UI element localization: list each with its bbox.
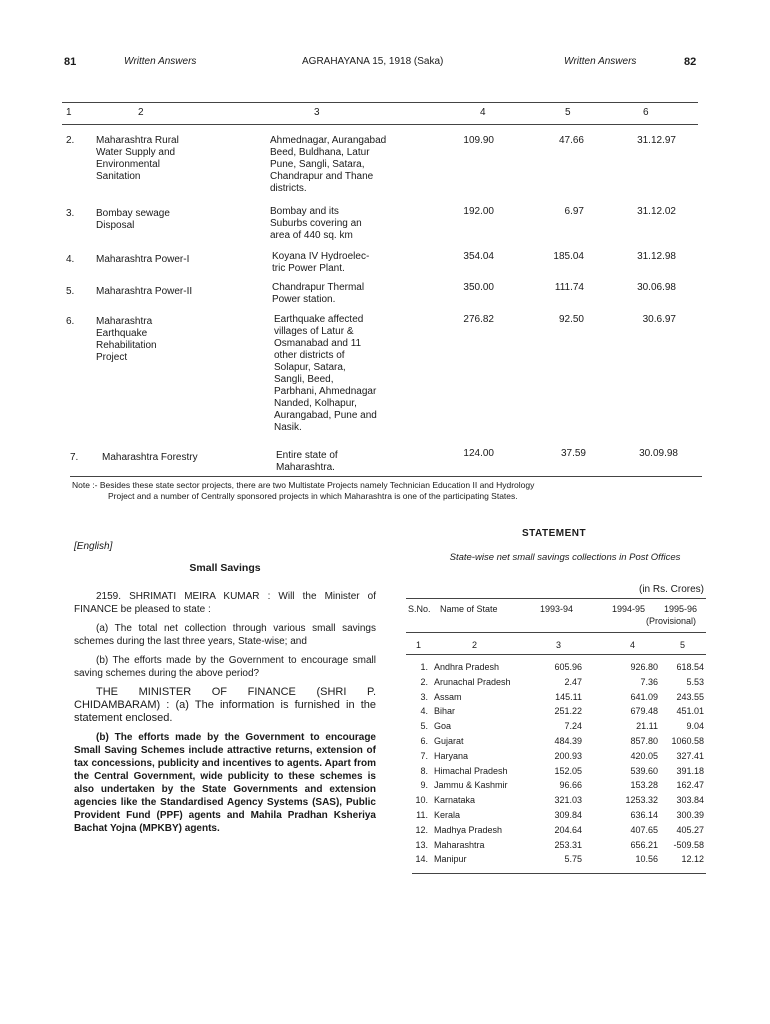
row-closing-date: 30.06.98: [637, 282, 676, 293]
area-line: Aurangabad, Pune and: [274, 410, 377, 421]
state-row-name: Bihar: [434, 706, 456, 716]
state-row-sno: 13.: [415, 840, 428, 850]
question-body: [74, 590, 376, 841]
area-line: area of 440 sq. km: [270, 230, 353, 241]
running-head-left: Written Answers: [124, 56, 197, 67]
row-closing-date: 31.12.02: [637, 206, 676, 217]
state-row-1994-95: 679.48: [630, 706, 658, 716]
project-line: Sanitation: [96, 171, 141, 182]
state-row-1993-94: 309.84: [554, 810, 582, 820]
statement-title: STATEMENT: [522, 528, 587, 539]
project-line: Earthquake: [96, 328, 148, 339]
row-sno: 4.: [66, 254, 75, 265]
running-head-date: AGRAHAYANA 15, 1918 (Saka): [302, 56, 444, 67]
state-row-sno: 3.: [420, 692, 428, 702]
state-row-1995-96: 327.41: [676, 751, 704, 761]
statement-col-1: 1: [416, 640, 422, 650]
area-line: Koyana IV Hydroelec-: [272, 251, 370, 262]
col-number-4: 4: [480, 107, 486, 118]
row-area: [272, 251, 369, 275]
state-row-1993-94: 96.66: [559, 780, 582, 790]
row-area: [276, 450, 338, 474]
state-row-1993-94: 204.64: [554, 825, 582, 835]
state-row-name: Himachal Pradesh: [434, 766, 508, 776]
state-row-1995-96: 300.39: [676, 810, 704, 820]
state-row-1993-94: 2.47: [564, 677, 582, 687]
area-line: Earthquake affected: [274, 314, 364, 325]
row-sno: 6.: [66, 316, 75, 327]
area-line: Nasik.: [274, 422, 302, 433]
state-row-1994-95: 7.36: [640, 677, 658, 687]
state-row-name: Andhra Pradesh: [434, 662, 500, 672]
row-area: [272, 282, 364, 306]
statement-header-rule: [406, 632, 706, 633]
state-row-1994-95: 857.80: [630, 736, 658, 746]
area-line: Nanded, Kolhapur,: [274, 398, 357, 409]
project-line: Project: [96, 352, 128, 363]
header-provisional: (Provisional): [646, 616, 697, 626]
state-row-1995-96: 1060.58: [671, 736, 704, 746]
col-number-3: 3: [314, 107, 320, 118]
statement-colnum-rule: [406, 654, 706, 655]
area-line: Chandrapur Thermal: [272, 282, 365, 293]
row-sno: 3.: [66, 208, 75, 219]
state-row-name: Madhya Pradesh: [434, 825, 503, 835]
header-year-3: 1995-96: [664, 604, 698, 614]
area-line: Solapur, Satara,: [274, 362, 346, 373]
row-disbursed: 47.66: [558, 135, 584, 146]
note-line: Project and a number of Centrally sponsored projects in which Maharashtra is one of the participating States.: [108, 491, 518, 501]
state-row-name: Manipur: [434, 854, 467, 864]
state-row-1995-96: 405.27: [676, 825, 704, 835]
state-row-1993-94: 5.75: [564, 854, 582, 864]
state-row-name: Haryana: [434, 751, 469, 761]
area-line: villages of Latur &: [274, 326, 354, 337]
project-line: Maharashtra Power-I: [96, 254, 190, 265]
state-row-sno: 6.: [420, 736, 428, 746]
state-row-1995-96: 618.54: [676, 662, 704, 672]
row-cost: 350.00: [463, 282, 494, 293]
state-row-sno: 14.: [415, 854, 428, 864]
state-row-1995-96: 391.18: [676, 766, 704, 776]
state-row-1993-94: 605.96: [554, 662, 582, 672]
state-row-sno: 7.: [420, 751, 428, 761]
statement-col-4: 4: [630, 640, 636, 650]
row-cost: 192.00: [463, 206, 494, 217]
row-cost: 354.04: [463, 251, 494, 262]
state-row-name: Maharashtra: [434, 840, 485, 850]
row-closing-date: 31.12.98: [637, 251, 676, 262]
state-row-sno: 10.: [415, 795, 428, 805]
state-row-sno: 4.: [420, 706, 428, 716]
row-sno: 7.: [70, 452, 79, 463]
row-area: [270, 135, 386, 195]
state-row-1994-95: 420.05: [630, 751, 658, 761]
row-sno: 2.: [66, 135, 75, 146]
col-number-5: 5: [565, 107, 571, 118]
area-line: Chandrapur and Thane: [270, 171, 374, 182]
row-disbursed: 185.04: [553, 251, 584, 262]
running-head-right: Written Answers: [564, 56, 637, 67]
row-cost: 124.00: [463, 448, 494, 459]
page-number-right: 82: [684, 56, 697, 68]
area-line: Suburbs covering an: [270, 218, 362, 229]
header-sno: S.No.: [408, 604, 431, 614]
project-line: Maharashtra Forestry: [102, 452, 198, 463]
state-row-1993-94: 253.31: [554, 840, 582, 850]
state-row-1995-96: 162.47: [676, 780, 704, 790]
row-project: [96, 135, 179, 183]
col-number-1: 1: [66, 107, 72, 118]
statement-bottom-rule: [412, 873, 706, 874]
state-row-1994-95: 641.09: [630, 692, 658, 702]
row-project: [96, 208, 170, 232]
state-row-sno: 9.: [420, 780, 428, 790]
row-closing-date: 30.6.97: [642, 314, 676, 325]
state-row-name: Jammu & Kashmir: [434, 780, 508, 790]
question-text: 2159. SHRIMATI MEIRA KUMAR : Will the Minister of FINANCE be pleased to state :: [74, 591, 376, 615]
table-note: [72, 480, 712, 502]
row-disbursed: 92.50: [558, 314, 584, 325]
state-row-1994-95: 1253.32: [625, 795, 658, 805]
table-header-rule: [62, 124, 698, 125]
state-row-name: Goa: [434, 721, 452, 731]
state-row-1995-96: 12.12: [681, 854, 704, 864]
question-title: Small Savings: [189, 562, 261, 574]
row-disbursed: 6.97: [564, 206, 584, 217]
state-row-1993-94: 484.39: [554, 736, 582, 746]
area-line: other districts of: [274, 350, 345, 361]
project-line: Disposal: [96, 220, 135, 231]
row-area: [274, 314, 377, 434]
state-row-1995-96: 303.84: [676, 795, 704, 805]
header-state: Name of State: [440, 604, 498, 614]
col-number-6: 6: [643, 107, 649, 118]
table-bottom-rule: [70, 476, 702, 477]
header-year-2: 1994-95: [612, 604, 646, 614]
project-line: Environmental: [96, 159, 160, 170]
state-row-1994-95: 926.80: [630, 662, 658, 672]
row-closing-date: 31.12.97: [637, 135, 676, 146]
state-row-1993-94: 7.24: [564, 721, 582, 731]
state-row-name: Assam: [434, 692, 462, 702]
row-project: [96, 286, 192, 298]
row-disbursed: 37.59: [560, 448, 586, 459]
page-number-left: 81: [64, 56, 77, 68]
state-row-name: Karnataka: [434, 795, 476, 805]
statement-col-5: 5: [680, 640, 686, 650]
state-row-1995-96: 243.55: [676, 692, 704, 702]
state-row-1994-95: 539.60: [630, 766, 658, 776]
state-row-1994-95: 21.11: [636, 721, 658, 731]
area-line: Pune, Sangli, Satara,: [270, 159, 365, 170]
area-line: Entire state of: [276, 450, 338, 461]
language-tag: [English]: [74, 541, 113, 552]
state-row-name: Gujarat: [434, 736, 464, 746]
state-row-name: Kerala: [434, 810, 461, 820]
state-row-sno: 8.: [420, 766, 428, 776]
area-line: Maharashtra.: [276, 462, 335, 473]
area-line: Osmanabad and 11: [274, 338, 362, 349]
state-row-1994-95: 407.65: [630, 825, 658, 835]
state-row-sno: 11.: [416, 810, 428, 820]
state-row-1994-95: 656.21: [630, 840, 658, 850]
col-number-2: 2: [138, 107, 144, 118]
state-row-1995-96: 5.53: [686, 677, 704, 687]
area-line: Parbhani, Ahmednagar: [274, 386, 377, 397]
row-sno: 5.: [66, 286, 75, 297]
statement-top-rule: [406, 598, 706, 599]
row-closing-date: 30.09.98: [639, 448, 678, 459]
state-row-name: Arunachal Pradesh: [434, 677, 511, 687]
state-row-1995-96: 9.04: [686, 721, 704, 731]
state-row-1993-94: 200.93: [554, 751, 582, 761]
table-top-rule: [62, 102, 698, 103]
state-row-1993-94: 145.11: [555, 692, 582, 702]
state-row-sno: 1.: [420, 662, 428, 672]
state-row-sno: 2.: [420, 677, 428, 687]
state-row-1994-95: 10.56: [635, 854, 658, 864]
state-row-1995-96: 451.01: [676, 706, 704, 716]
project-line: Maharashtra: [96, 316, 153, 327]
row-project: [102, 452, 198, 464]
project-line: Rehabilitation: [96, 340, 157, 351]
state-row-sno: 12.: [415, 825, 428, 835]
statement-unit: (in Rs. Crores): [638, 584, 704, 595]
project-line: Maharashtra Rural: [96, 135, 179, 146]
project-line: Water Supply and: [96, 147, 176, 158]
area-line: Bombay and its: [270, 206, 339, 217]
state-row-1993-94: 152.05: [554, 766, 582, 776]
area-line: Sangli, Beed,: [274, 374, 334, 385]
note-line: Note :- Besides these state sector projects, there are two Multistate Projects namely Technician Education II and Hydrology: [72, 480, 535, 490]
state-row-1993-94: 321.03: [554, 795, 582, 805]
header-year-1: 1993-94: [540, 604, 574, 614]
state-row-sno: 5.: [420, 721, 428, 731]
project-line: Maharashtra Power-II: [96, 286, 193, 297]
row-disbursed: 111.74: [554, 282, 584, 293]
row-cost: 109.90: [463, 135, 494, 146]
state-row-1993-94: 251.22: [554, 706, 582, 716]
area-line: tric Power Plant.: [272, 263, 345, 274]
area-line: Ahmednagar, Aurangabad: [270, 135, 387, 146]
row-project: [96, 316, 157, 364]
row-cost: 276.82: [463, 314, 494, 325]
state-row-1994-95: 636.14: [630, 810, 658, 820]
answer-intro: THE MINISTER OF FINANCE (SHRI P. CHIDAMBARAM) : (a) The information is furnished in the statement enclosed.: [74, 686, 376, 724]
question-part-b: (b) The efforts made by the Government to encourage small saving schemes during the above period?: [74, 655, 376, 679]
row-project: [96, 254, 189, 266]
state-row-1994-95: 153.28: [630, 780, 658, 790]
area-line: districts.: [270, 183, 307, 194]
statement-col-3: 3: [556, 640, 562, 650]
statement-subtitle: State-wise net small savings collections in Post Offices: [449, 552, 681, 563]
area-line: Beed, Buldhana, Latur: [270, 147, 370, 158]
project-line: Bombay sewage: [96, 208, 170, 219]
state-row-1995-96: -509.58: [673, 840, 704, 850]
question-part-a: (a) The total net collection through various small savings schemes during the last three years, State-wise; and: [74, 623, 376, 647]
statement-col-2: 2: [472, 640, 478, 650]
area-line: Power station.: [272, 294, 336, 305]
row-area: [270, 206, 362, 242]
answer-part-b: (b) The efforts made by the Government to encourage Small Saving Schemes include attractive returns, extension of tax concessions, publicity and incentives to agents. Apart from the Central Government, wide publicity to these schemes is also undertaken by the State Governments and extension agencies like the Standardised Agency Systems (SAS), Public Provident Fund (PPF) agents and Mahila Pradhan Ksheriya Bachat Yojna (MPKBY) agents.: [74, 732, 376, 834]
